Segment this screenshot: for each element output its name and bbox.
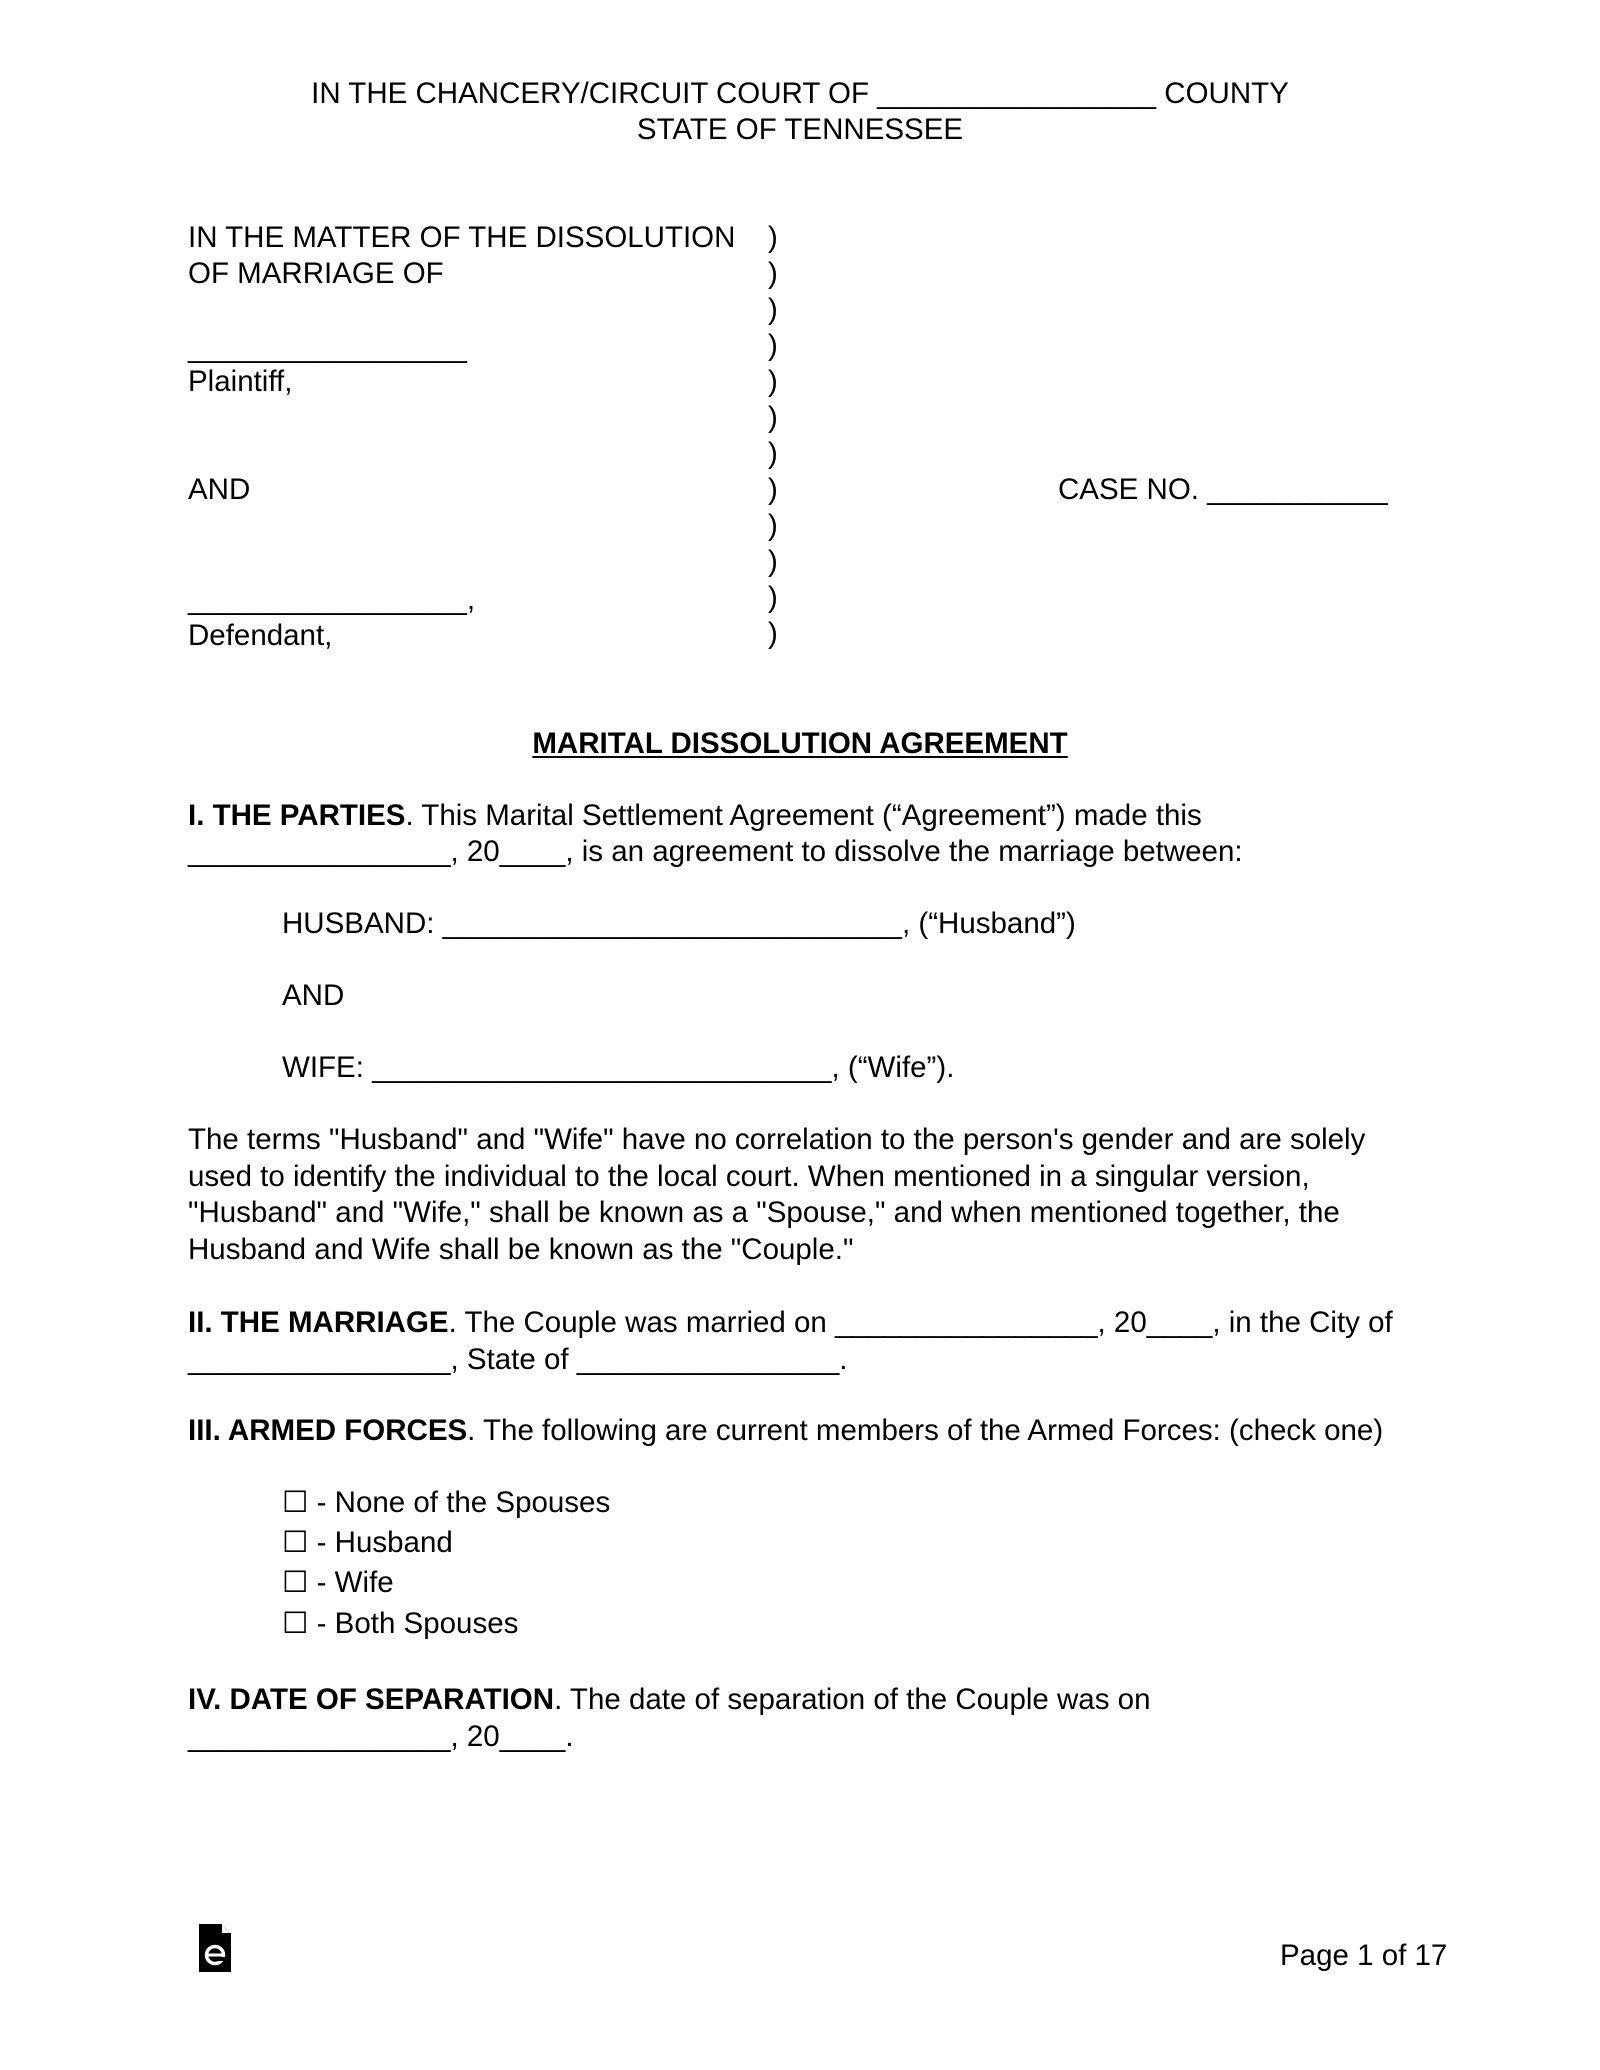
caption-paren: ) [768,401,778,434]
section-armed-forces-text: . The following are current members of the Armed Forces: (check one) [467,1414,1384,1447]
caption-paren: ) [768,293,778,326]
section-armed-forces-heading: III. ARMED FORCES [188,1414,468,1447]
terms-paragraph: The terms "Husband" and "Wife" have no correlation to the person's gender and are solely used to identify the individual to the local court. When mentioned in a singular version, "Husband" and "Wife," shall be known as a "Spouse," and when mentioned together, the Husband and Wife shall be known as the "Couple." [188,1123,1366,1266]
caption-paren: ) [768,509,778,542]
caption-paren: ) [768,365,778,398]
matter-line-1: IN THE MATTER OF THE DISSOLUTION [188,221,736,254]
section-separation[interactable] [188,1682,1248,1755]
checkbox-option-both[interactable] [282,1606,518,1642]
section-separation-text: . The date of separation of the Couple was on ________________, 20____. [188,1683,1151,1753]
section-parties-line-2[interactable]: ________________, 20____, is an agreement to dissolve the marriage between: [188,835,1243,868]
checkbox-icon[interactable]: ☐ [282,1486,309,1519]
checkbox-icon[interactable]: ☐ [282,1566,309,1599]
section-marriage-heading: II. THE MARRIAGE [188,1306,449,1339]
checkbox-option-wife[interactable] [282,1565,394,1601]
checkbox-label: - None of the Spouses [316,1486,611,1519]
section-marriage-text: . The Couple was married on ________________, 20____, in the City of ________________, State of ________________. [188,1306,1393,1376]
eforms-logo-icon [197,1923,233,1973]
section-parties-heading: I. THE PARTIES [188,799,406,832]
case-number-field[interactable]: CASE NO. ___________ [1058,473,1388,506]
section-parties-line-1 [188,798,1202,834]
defendant-label: Defendant, [188,619,333,652]
section-armed-forces [188,1413,1428,1450]
checkbox-icon[interactable]: ☐ [282,1607,309,1640]
section-parties-text: . This Marital Settlement Agreement (“Agreement”) made this [405,799,1202,832]
checkbox-option-husband[interactable] [282,1525,453,1561]
checkbox-label: - Both Spouses [316,1607,519,1640]
and-connector: AND [282,979,345,1012]
wife-name-field[interactable]: WIFE: ____________________________, (“Wife”). [282,1051,955,1084]
section-separation-heading: IV. DATE OF SEPARATION [188,1683,555,1716]
checkbox-label: - Wife [316,1566,394,1599]
matter-line-2: OF MARRIAGE OF [188,257,444,290]
state-heading: STATE OF TENNESSEE [636,113,964,146]
checkbox-option-none[interactable] [282,1485,610,1521]
caption-paren: ) [768,329,778,362]
husband-name-field[interactable]: HUSBAND: ____________________________, (“Husband”) [282,907,1076,940]
caption-paren: ) [768,437,778,470]
section-marriage[interactable] [188,1305,1428,1378]
caption-paren: ) [768,473,778,506]
caption-paren: ) [768,617,778,650]
caption-paren: ) [768,257,778,290]
plaintiff-label: Plaintiff, [188,365,293,398]
checkbox-label: - Husband [316,1526,453,1559]
document-title: MARITAL DISSOLUTION AGREEMENT [532,727,1068,760]
and-label: AND [188,473,251,506]
caption-paren: ) [768,581,778,614]
court-heading: IN THE CHANCERY/CIRCUIT COURT OF _________________ COUNTY [311,77,1289,110]
page-number: Page 1 of 17 [1280,1939,1448,1972]
caption-paren: ) [768,545,778,578]
eforms-logo-icon [197,1923,233,1973]
caption-paren: ) [768,221,778,254]
plaintiff-name-blank[interactable]: _________________ [188,331,467,364]
defendant-name-blank[interactable]: _________________, [188,583,476,616]
checkbox-icon[interactable]: ☐ [282,1526,309,1559]
